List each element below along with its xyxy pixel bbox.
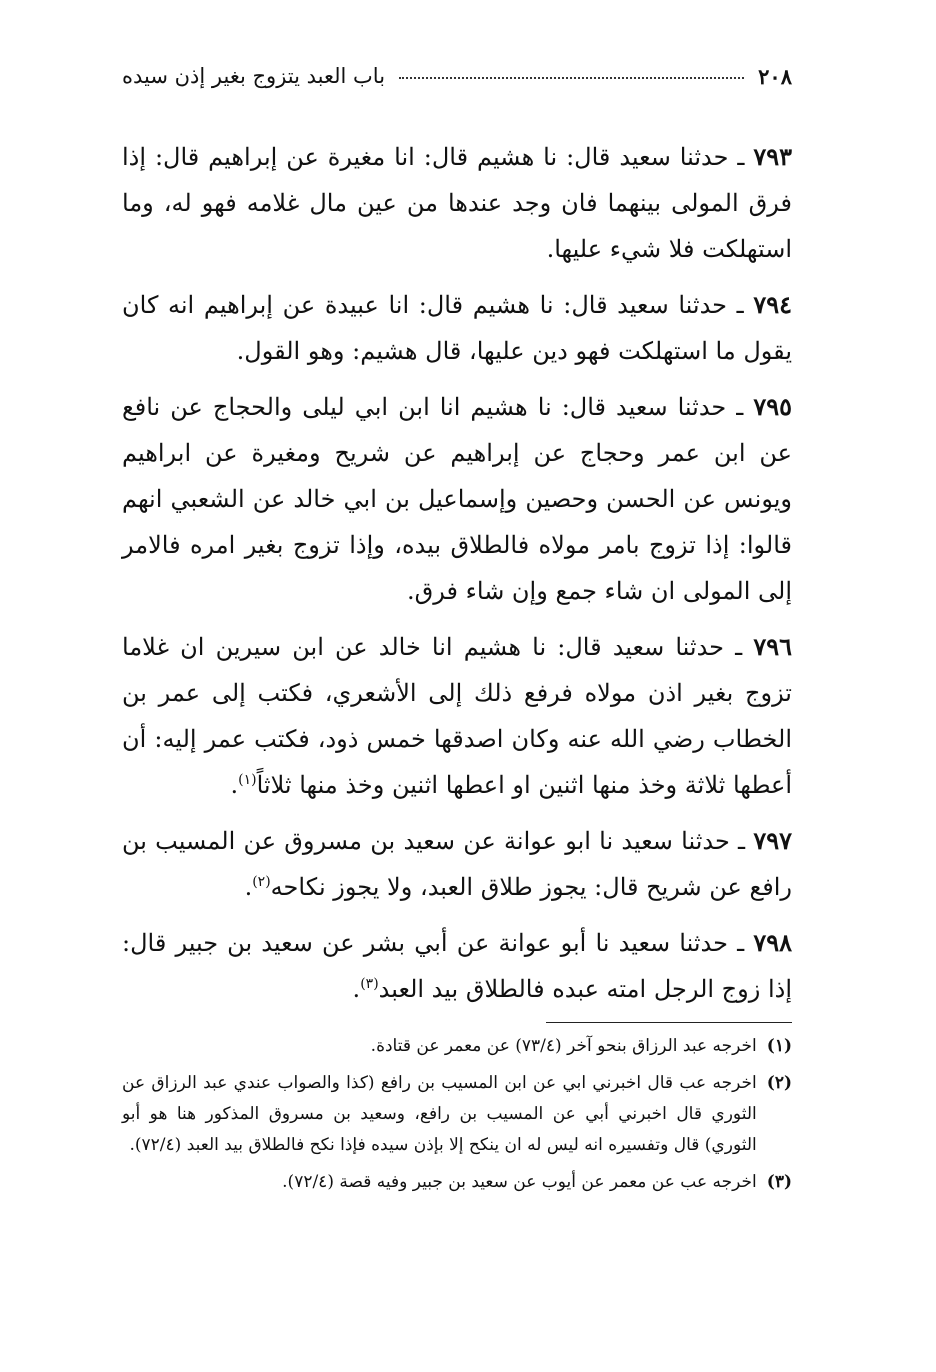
hadith-number: ٧٩٧	[753, 826, 792, 855]
hadith-number: ٧٩٣	[753, 142, 792, 171]
hadith-text: حدثنا سعيد قال: نا هشيم انا ابن ابي ليلى والحجاج عن نافع عن ابن عمر وحجاج عن إبراهيم عن شريح ومغيرة عن ابراهيم ويونس عن الحسن وحصين وإسماعيل بن ابي خالد عن الشعبي انهم قالوا: إذا تزوج بامر مولاه فالطلاق بيده، وإذا تزوج بغير امره فالامر إلى المولى ان شاء جمع وإن شاء فرق.	[122, 393, 792, 605]
running-header	[122, 56, 792, 96]
hadith-795: ٧٩٥ ـ حدثنا سعيد قال: نا هشيم انا ابن ابي ليلى والحجاج عن نافع عن ابن عمر وحجاج عن إبراهيم عن شريح ومغيرة عن ابراهيم ويونس عن الحسن وحصين وإسماعيل بن ابي خالد عن الشعبي انهم قالوا: إذا تزوج بامر مولاه فالطلاق بيده، وإذا تزوج بغير امره فالامر إلى المولى ان شاء جمع وإن شاء فرق.	[122, 392, 792, 605]
footnote-marker: (١)	[766, 1036, 792, 1056]
footnote-ref-2[interactable]: (٢)	[252, 874, 271, 890]
hadith-text: حدثنا سعيد قال: نا هشيم انا خالد عن ابن سيرين ان غلاما تزوج بغير اذن مولاه فرفع ذلك إلى الأشعري، فكتب إلى عمر بن الخطاب رضي الله عنه وكان اصدقها خمس ذود، فكتب عمر إليه: أن أعطها ثلاثة وخذ منها اثنين او اعطها اثنين وخذ منها ثلاثاً	[122, 633, 792, 799]
chapter-title: باب العبد يتزوج بغير إذن سيده	[122, 64, 386, 88]
hadith-text: حدثنا سعيد نا ابو عوانة عن سعيد بن مسروق عن المسيب بن رافع عن شريح قال: يجوز طلاق العبد، ولا يجوز نكاحه	[122, 827, 792, 901]
footnote-3	[122, 1167, 792, 1198]
hadith-tail: .	[244, 873, 253, 901]
page-number: ٢٠٨	[758, 63, 792, 89]
hadith-text: حدثنا سعيد قال: نا هشيم قال: انا عبيدة عن إبراهيم انه كان يقول ما استهلكت فهو دين عليها، قال هشيم: وهو القول.	[122, 291, 792, 365]
hadith-796: ٧٩٦ ـ حدثنا سعيد قال: نا هشيم انا خالد عن ابن سيرين ان غلاما تزوج بغير اذن مولاه فرفع ذلك إلى الأشعري، فكتب إلى عمر بن الخطاب رضي الله عنه وكان اصدقها خمس ذود، فكتب عمر إليه: أن أعطها ثلاثة وخذ منها اثنين او اعطها اثنين وخذ منها ثلاثاً$^{(١)}$.	[122, 632, 792, 799]
footnote-ref-3[interactable]: (٣)	[360, 976, 379, 992]
hadith-793: ٧٩٣ ـ حدثنا سعيد قال: نا هشيم قال: انا مغيرة عن إبراهيم قال: إذا فرق المولى بينهما فان وجد عندها من عين مال غلامه فهو له، وما استهلكت فلا شيء عليها.	[122, 142, 792, 263]
hadith-number: ٧٩٨	[753, 928, 793, 957]
hadith-794: ٧٩٤ ـ حدثنا سعيد قال: نا هشيم قال: انا عبيدة عن إبراهيم انه كان يقول ما استهلكت فهو دين عليها، قال هشيم: وهو القول.	[122, 290, 793, 365]
footnote-marker: (٢)	[766, 1073, 792, 1093]
footnote-separator	[546, 1022, 792, 1023]
hadith-number: ٧٩٦	[753, 632, 792, 661]
footnotes	[122, 1031, 792, 1198]
footnote-text: اخرجه عب قال اخبرني ابي عن ابن المسيب بن رافع (كذا والصواب عندي عبد الرزاق عن الثوري قال اخبرني أبي عن المسيب بن رافع، وسعيد بن مسروق المذكور هنا هو أبو الثوري) قال وتفسيره انه ليس له ان ينكح إلا بإذن سيده فإذا نكح فالطلاق بيد العبد (٧٢/٤).	[122, 1073, 757, 1155]
footnote-marker: (٣)	[766, 1172, 792, 1192]
footnote-ref-1[interactable]: (١)	[238, 772, 257, 788]
header-dotted-leader	[399, 77, 744, 79]
hadith-text: حدثنا سعيد نا أبو عوانة عن أبي بشر عن سعيد بن جبير قال: إذا زوج الرجل امته عبده فالطلاق بيد العبد	[122, 929, 792, 1003]
hadith-number: ٧٩٤	[753, 290, 793, 319]
hadith-tail: .	[230, 771, 239, 799]
hadith-798: ٧٩٨ ـ حدثنا سعيد نا أبو عوانة عن أبي بشر عن سعيد بن جبير قال: إذا زوج الرجل امته عبده فالطلاق بيد العبد$^{(٣)}$.	[122, 928, 793, 1003]
main-text	[122, 134, 792, 1012]
page	[122, 56, 792, 1204]
hadith-number: ٧٩٥	[753, 392, 792, 421]
hadith-797: ٧٩٧ ـ حدثنا سعيد نا ابو عوانة عن سعيد بن مسروق عن المسيب بن رافع عن شريح قال: يجوز طلاق العبد، ولا يجوز نكاحه$^{(٢)}$.	[122, 826, 792, 901]
hadith-tail: .	[352, 975, 361, 1003]
hadith-text: حدثنا سعيد قال: نا هشيم قال: انا مغيرة عن إبراهيم قال: إذا فرق المولى بينهما فان وجد عندها من عين مال غلامه فهو له، وما استهلكت فلا شيء عليها.	[122, 143, 792, 263]
footnote-text: اخرجه عبد الرزاق بنحو آخر (٧٣/٤) عن معمر عن قتادة.	[370, 1036, 757, 1056]
footnote-text: اخرجه عب عن معمر عن أيوب عن سعيد بن جبير وفيه قصة (٧٢/٤).	[282, 1172, 757, 1192]
footnote-1	[122, 1031, 792, 1062]
footnote-2	[122, 1068, 792, 1161]
